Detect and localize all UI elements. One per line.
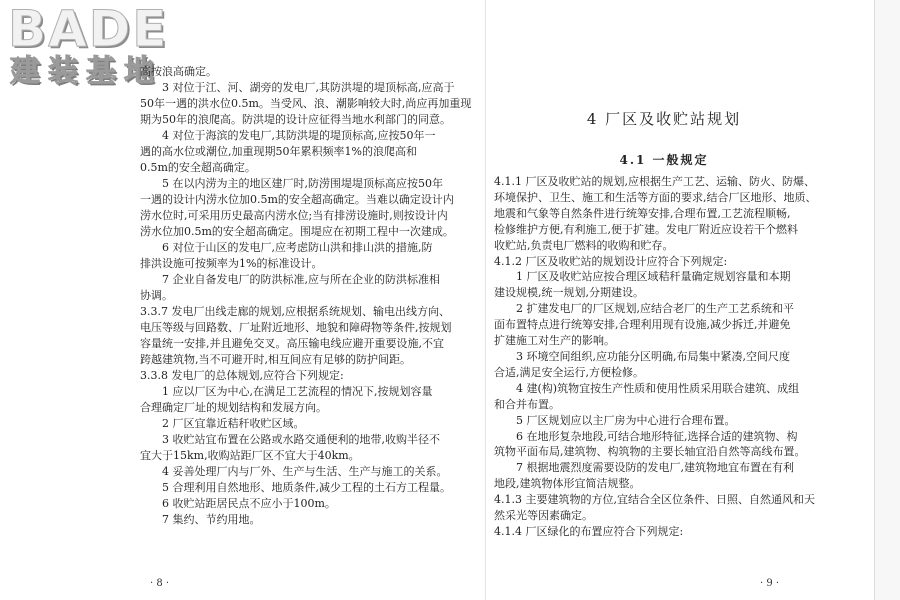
left-line: 5 在以内涝为主的地区建厂时,防涝围堤堤顶标高应按50年 [162,177,443,190]
right-page-number: · 9 · [760,578,780,589]
left-line: 4 对位于海滨的发电厂,其防洪堤的堤顶标高,应按50年一 [162,129,436,142]
left-line: 0.5m的安全超高确定。 [140,161,256,174]
left-line: 7 企业自备发电厂的防洪标准,应与所在企业的防洪标准相 [162,273,440,286]
chapter-title: 4 厂区及收贮站规划 [586,110,742,128]
right-line: 2 扩建发电厂的厂区规划,应结合老厂的生产工艺系统和平 [516,302,794,316]
left-line: 排洪设施可按频率为1%的标准设计。 [140,257,323,270]
right-line: 地震和气象等自然条件进行统筹安排,合理布置,工艺流程顺畅, [494,206,791,220]
left-line: 电压等级与回路数、厂址附近地形、地貌和障碍物等条件,按规划 [140,321,452,334]
left-line: 合理确定厂址的规划结构和发展方向。 [140,401,327,414]
right-line: 合适,满足安全运行,方便检修。 [494,365,644,379]
left-page-text [140,0,480,600]
right-line: 收贮站,负责电厂燃料的收购和贮存。 [494,238,674,252]
left-line: 3 对位于江、河、湖旁的发电厂,其防洪堤的堤顶标高,应高于 [162,81,455,94]
left-line: 6 收贮站距居民点不应小于100m。 [162,497,336,510]
section-title: 4.1 一般规定 [619,153,709,167]
right-line: 建设规模,统一规划,分期建设。 [494,286,644,300]
right-line: 筑物平面布局,建筑物、构筑物的主要长轴宜沿自然等高线布置。 [494,445,806,459]
left-line: 3 收贮站宜布置在公路或水路交通便利的地带,收购半径不 [162,433,440,446]
left-line: 1 应以厂区为中心,在满足工艺流程的情况下,按规划容量 [162,385,433,398]
right-line: 然采光等因素确定。 [494,509,593,523]
right-line: 4.1.3 主要建筑物的方位,宜结合全区位条件、日照、自然通风和天 [494,493,815,507]
left-line: 涝水位时,可采用历史最高内涝水位;当有排涝设施时,则按设计内 [140,209,448,222]
right-line: 检修维护方便,有利施工,便于扩建。发电厂附近应设若干个燃料 [494,222,798,236]
left-line: 4 妥善处理厂内与厂外、生产与生活、生产与施工的关系。 [162,465,448,478]
left-line: 7 集约、节约用地。 [162,513,261,526]
left-line: 跨越建筑物,当不可避开时,相互间应有足够的防护间距。 [140,353,411,366]
left-line: 5 合理利用自然地形、地质条件,减少工程的土石方工程量。 [162,481,451,494]
right-line: 环境保护、卫生、施工和生活等方面的要求,结合厂区地形、地质、 [494,190,817,204]
left-line: 高按浪高确定。 [140,65,217,78]
right-line: 6 在地形复杂地段,可结合地形特征,选择合适的建筑物、构 [516,429,798,443]
page-gutter [485,0,486,600]
left-line: 3.3.8 发电厂的总体规划,应符合下列规定: [140,369,344,382]
right-line: 地段,建筑物体形宜简洁规整。 [494,477,641,491]
left-line: 期为50年的浪爬高。防洪堤的设计应征得当地水利部门的同意。 [140,113,451,126]
left-line: 宜大于15km,收购站距厂区不宜大于40km。 [140,449,360,462]
left-line: 2 厂区宜靠近秸秆收贮区域。 [162,417,305,430]
right-line: 4.1.1 厂区及收贮站的规划,应根据生产工艺、运输、防火、防爆、 [494,175,815,188]
left-line: 涝水位加0.5m的安全超高确定。围堤应在初期工程中一次建成。 [140,225,454,238]
left-line: 遇的高水位或潮位,加重现期50年累积频率1%的浪爬高和 [140,145,417,158]
brand-name: BADE [8,0,169,58]
right-line: 4.1.2 厂区及收贮站的规划设计应符合下列规定: [494,254,728,268]
right-line: 3 环境空间组织,应功能分区明确,布局集中紧凑,空间尺度 [516,350,790,363]
left-line: 50年一遇的洪水位0.5m。当受风、浪、潮影响较大时,尚应再加重现 [140,97,472,110]
left-line: 容量统一安排,并且避免交叉。高压输电线应避开重要设施,不宜 [140,337,444,350]
right-line: 面布置特点进行统筹安排,合理利用现有设施,减少拆迁,并避免 [494,318,791,332]
left-line: 3.3.7 发电厂出线走廊的规划,应根据系统规划、输电出线方向、 [140,305,450,318]
right-page-text [494,0,834,600]
right-page [494,0,834,600]
right-line: 和合并布置。 [494,397,560,411]
right-line: 1 厂区及收贮站应按合理区域秸秆量确定规划容量和本期 [516,270,791,284]
left-page-number: · 8 · [150,578,170,589]
right-line: 扩建施工对生产的影响。 [494,334,615,348]
brand-subtitle: 建装基地 [10,54,162,89]
right-line: 5 厂区规划应以主厂房为中心进行合理布置。 [516,413,736,427]
left-line: 6 对位于山区的发电厂,应考虑防山洪和排山洪的措施,防 [162,241,433,254]
scan-edge [874,0,900,600]
left-line: 协调。 [140,289,173,302]
left-page [140,0,480,600]
right-line: 4 建(构)筑物宜按生产性质和使用性质采用联合建筑、成组 [516,381,800,395]
right-line: 4.1.4 厂区绿化的布置应符合下列规定: [494,525,684,538]
right-line: 7 根据地震烈度需要设防的发电厂,建筑物地宜布置在有利 [516,461,794,475]
left-line: 一遇的设计内涝水位加0.5m的安全超高确定。当难以确定设计内 [140,193,454,206]
